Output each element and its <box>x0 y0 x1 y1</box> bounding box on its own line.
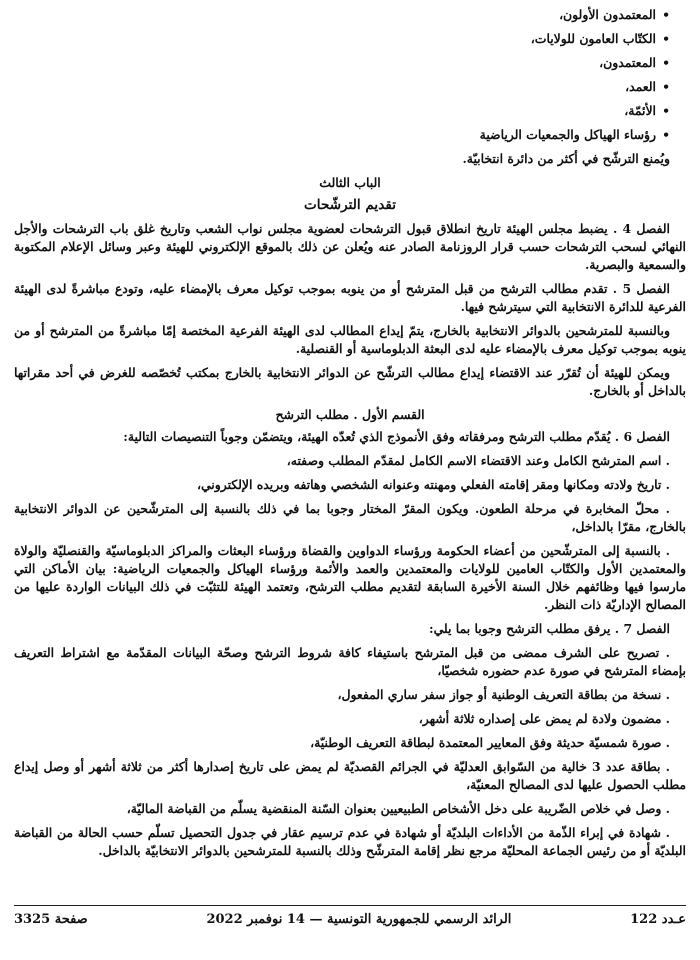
document-body <box>14 6 686 860</box>
list-item: . وصل في خلاص الضّريبة على دخل الأشخاص الطبيعيين بعنوان السّنة المنقضية يسلّم من القباضة الماليّة، <box>126 801 670 816</box>
list-item: . بالنسبة إلى المترشّحين من أعضاء الحكومة ورؤساء الدواوين والقضاة ورؤساء البعثات والمراكز الدبلوماسيّة والقنصليّة والولاة والمعتمدين الأول والكتّاب العامين للولايات والمعتمدين والعمد والأئمة ورؤساء الهياكل والجمعيات الرياضية: بيان الأماكن التي مارسوا فيها وظائفهم خلال السنة الأخيرة السابقة لتقديم مطلب الترشح، وتعتمد الهيئة للتثبّت في ذلك البيانات الواردة عليها من المصالح الإداريّة ذات النظر. <box>14 543 686 612</box>
paragraph-ban: ويُمنع الترشّح في أكثر من دائرة انتخابيّة. <box>462 151 670 166</box>
chapter-title: تقديم الترشّحات <box>304 197 396 213</box>
issue-number: عـدد 122 <box>630 912 686 927</box>
page-footer <box>14 905 686 927</box>
list-item: • الكتّاب العامون للولايات، <box>14 30 686 48</box>
list-item: • المعتمدون، <box>14 54 686 72</box>
article-6: الفصل 6 . يُقدّم مطلب الترشح ومرفقاته وفق الأنموذج الذي تُعدّه الهيئة، ويتضمّن وجوباً التنصيصات التالية: <box>123 429 670 444</box>
page-number: صفحة 3325 <box>14 912 88 927</box>
article-4: الفصل 4 . يضبط مجلس الهيئة تاريخ انطلاق قبول الترشحات لعضوية مجلس نواب الشعب وتاريخ غلق باب الترشحات والأجل النهائي لسحب الترشحات حسب قرار الروزنامة الصادر عنه ويُعلن عن ذلك بالموقع الإلكتروني للهيئة وعبر وسائل الإعلام المكتوبة والسمعية والبصرية. <box>14 221 686 272</box>
list-item: . نسخة من بطاقة التعريف الوطنية أو جواز سفر ساري المفعول، <box>337 687 670 702</box>
list-item: . تاريخ ولادته ومكانها ومقر إقامته الفعلي ومهنته وعنوانه الشخصي وهاتفه وبريده الإلكتروني، <box>196 477 670 492</box>
list-item: . تصريح على الشرف ممضى من قبل المترشح باستيفاء كافة شروط الترشح وصحّة البيانات المقدّمة مع اشتراط التعريف بإمضاء المترشح في صورة عدم حضوره شخصيّا، <box>14 645 686 678</box>
section-heading: القسم الأول . مطلب الترشح <box>275 407 425 422</box>
list-item: . اسم المترشح الكامل وعند الاقتضاء الاسم الكامل لمقدّم المطلب وصفته، <box>286 453 670 468</box>
list-item: . مضمون ولادة لم يمض على إصداره ثلاثة أشهر، <box>418 711 670 726</box>
chapter-heading: الباب الثالث <box>319 175 381 190</box>
list-item: • رؤساء الهياكل والجمعيات الرياضية <box>14 126 686 144</box>
journal-title: الرائد الرسمي للجمهورية التونسية — 14 نوفمبر 2022 <box>206 912 512 927</box>
list-item: • العمد، <box>14 78 686 96</box>
list-item: • الأئمّة، <box>14 102 686 120</box>
list-item: . محلّ المخابرة في مرحلة الطعون. ويكون المقرّ المختار وجوبا بما في ذلك بالنسبة إلى المترشّحين عن الدوائر الانتخابية بالخارج، مقرّا بالداخل، <box>14 501 686 534</box>
article-7: الفصل 7 . يرفق مطلب الترشح وجوبا بما يلي: <box>429 621 670 636</box>
article-5: الفصل 5 . تقدم مطالب الترشح من قبل المترشح أو من ينوبه بموجب توكيل معرف بالإمضاء عليه، وتودع مباشرةً لدى الهيئة الفرعية للدائرة الانتخابية التي سيترشح فيها. <box>14 281 686 314</box>
list-item: • المعتمدون الأولون، <box>14 6 686 24</box>
article-5-paragraph-2: وبالنسبة للمترشحين بالدوائر الانتخابية بالخارج، يتمّ إيداع المطالب لدى الهيئة الفرعية المختصة إمّا مباشرةً من المترشح أو من ينوبه بموجب توكيل معرف بالإمضاء عليه لدى البعثة الدبلوماسية أو القنصلية. <box>14 323 686 356</box>
list-item: . شهادة في إبراء الذّمة من الأداءات البلديّة أو شهادة في عدم ترسيم عقار في جدول التحصيل تسلّم حسب الحالة من القباضة البلديّة أو من رئيس الجماعة المحليّة مرجع نظر إقامة المترشّح وذلك بالنسبة للمترشحين بالدوائر الانتخابيّة بالداخل. <box>14 825 686 858</box>
list-item: . بطاقة عدد 3 خالية من السّوابق العدليّة في الجرائم القصديّة لم يمض على تاريخ إصدارها أكثر من ثلاثة أشهر أو وصل إيداع مطلب الحصول عليها لدى المصالح المعنيّة، <box>14 759 686 792</box>
list-item: . صورة شمسيّة حديثة وفق المعايير المعتمدة لبطاقة التعريف الوطنيّة، <box>310 735 670 750</box>
article-5-paragraph-3: ويمكن للهيئة أن تُقرّر عند الاقتضاء إيداع مطالب الترشّح عن الدوائر الانتخابية بالخارج بمكتب تُخصّصه للغرض في أحد مقراتها بالداخل أو بالخارج. <box>14 365 686 398</box>
